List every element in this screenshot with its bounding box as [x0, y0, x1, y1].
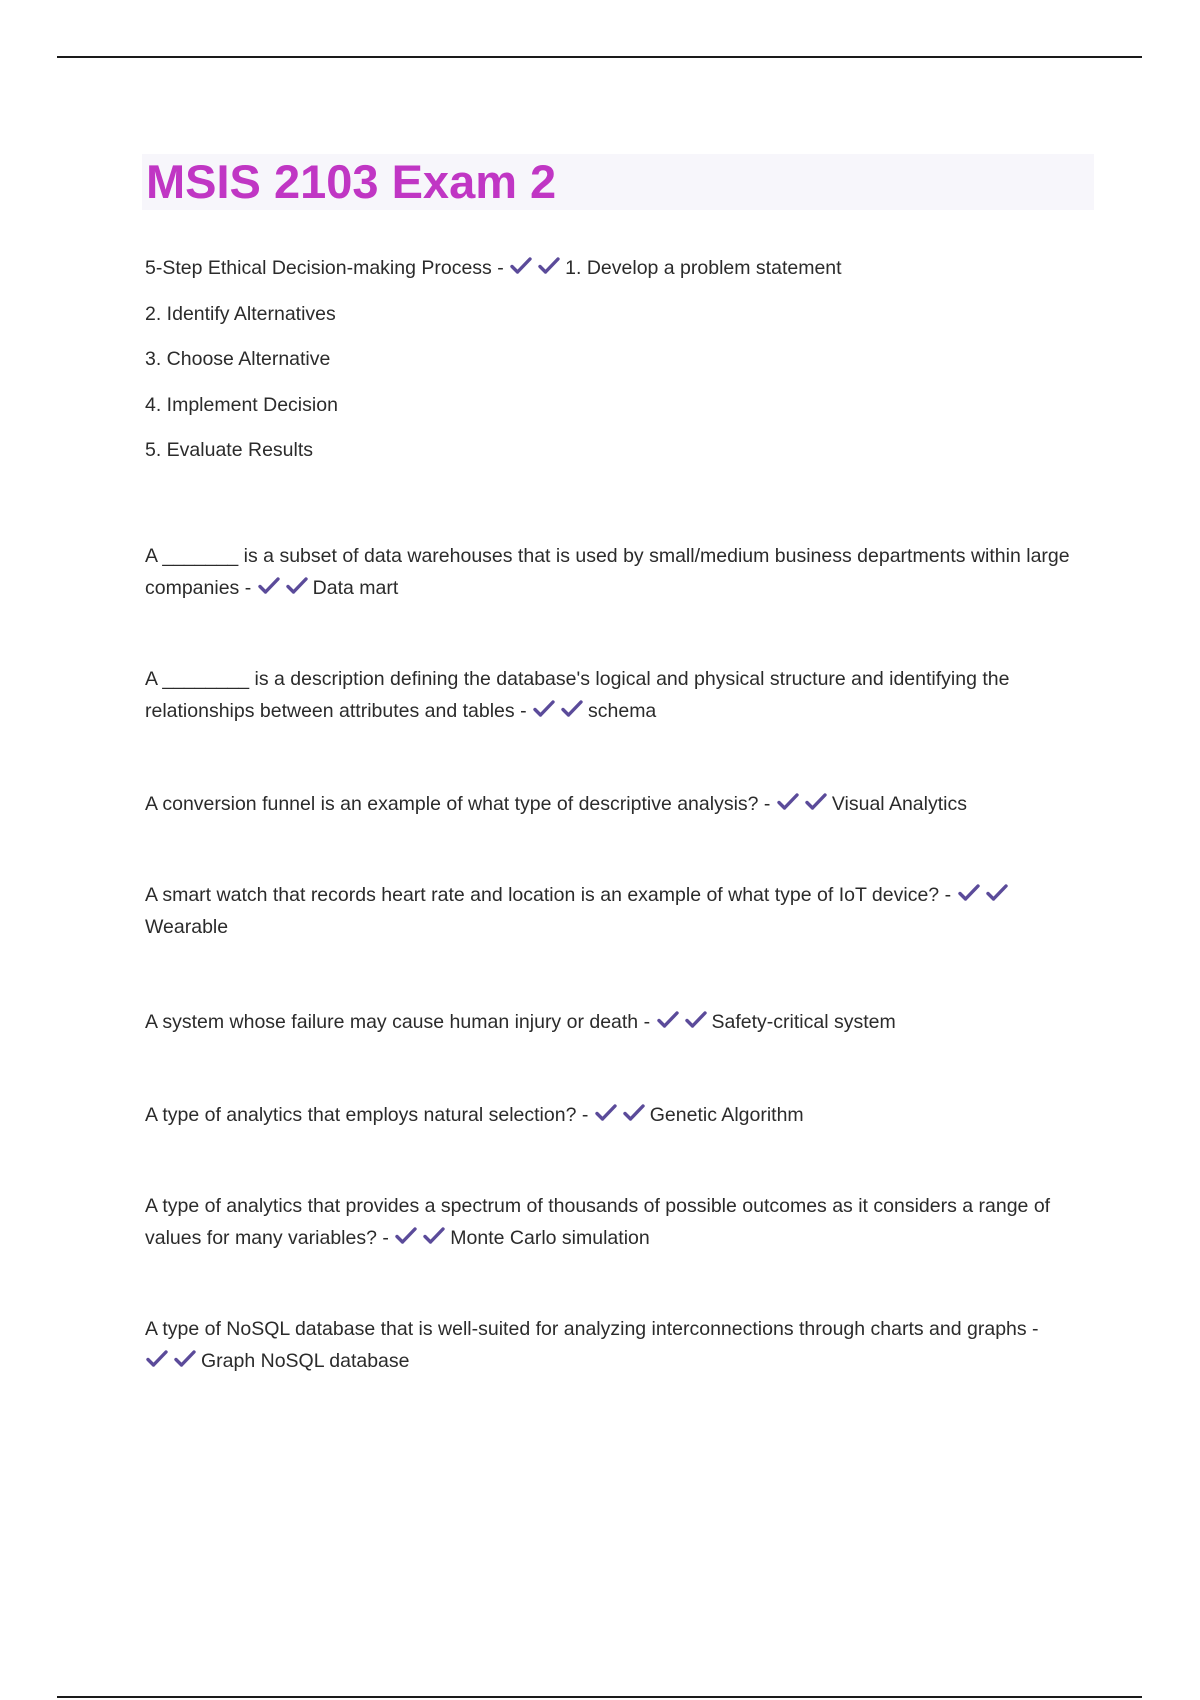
- check-icon: [776, 792, 800, 812]
- qa-question: A ________ is a description defining the database's logical and physical structure and identifying the relationships between attributes and tables: [145, 667, 1010, 722]
- qa-question: A type of analytics that provides a spectrum of thousands of possible outcomes as it considers a range of values for many variables?: [145, 1194, 1051, 1249]
- step-item: 2. Identify Alternatives: [145, 302, 336, 325]
- double-check-icon: [957, 884, 1013, 906]
- check-icon: [173, 1349, 197, 1369]
- double-check-icon: [257, 577, 313, 599]
- qa-answer: Genetic Algorithm: [649, 1103, 804, 1126]
- qa-item: [145, 1006, 1095, 1038]
- qa-item: [145, 1099, 1095, 1131]
- check-icon: [537, 256, 561, 276]
- steps-block: [145, 252, 1095, 480]
- title-banner: [142, 154, 1094, 210]
- separator: -: [491, 257, 510, 279]
- check-icon: [257, 576, 281, 596]
- double-check-icon: [594, 1104, 650, 1126]
- separator: -: [638, 1010, 656, 1033]
- qa-answer: Visual Analytics: [831, 792, 967, 815]
- separator: -: [514, 699, 532, 722]
- step-item: 4. Implement Decision: [145, 393, 338, 416]
- check-icon: [285, 576, 309, 596]
- double-check-icon: [656, 1011, 712, 1033]
- qa-answer: Graph NoSQL database: [201, 1349, 410, 1372]
- check-icon: [656, 1010, 680, 1030]
- qa-question: A type of analytics that employs natural selection?: [145, 1103, 577, 1126]
- double-check-icon: [145, 1350, 201, 1372]
- check-icon: [684, 1010, 708, 1030]
- separator: -: [1026, 1317, 1039, 1340]
- separator: -: [239, 576, 257, 599]
- qa-item: [145, 663, 1095, 727]
- document-title: MSIS 2103 Exam 2: [146, 155, 557, 208]
- qa-question: A _______ is a subset of data warehouses that is used by small/medium business departments within large companies: [145, 544, 1070, 599]
- qa-answer: Monte Carlo simulation: [450, 1226, 650, 1249]
- qa-question: A smart watch that records heart rate and location is an example of what type of IoT device?: [145, 883, 940, 906]
- check-icon: [594, 1103, 618, 1123]
- steps-question-line: [145, 252, 1095, 298]
- qa-question: A system whose failure may cause human injury or death: [145, 1010, 639, 1033]
- check-icon: [985, 883, 1009, 903]
- steps-question: 5-Step Ethical Decision-making Process: [145, 257, 492, 279]
- qa-answer: schema: [588, 699, 657, 722]
- check-icon: [145, 1349, 169, 1369]
- qa-answer: Safety-critical system: [711, 1010, 896, 1033]
- qa-question: A type of NoSQL database that is well-suited for analyzing interconnections through charts and graphs: [145, 1317, 1027, 1340]
- check-icon: [394, 1226, 418, 1246]
- check-icon: [804, 792, 828, 812]
- check-icon: [560, 699, 584, 719]
- top-rule: [57, 56, 1142, 58]
- check-icon: [532, 699, 556, 719]
- double-check-icon: [394, 1227, 450, 1249]
- qa-answer: Wearable: [145, 915, 229, 938]
- check-icon: [509, 256, 533, 276]
- separator: -: [758, 792, 776, 815]
- qa-item: [145, 1313, 1095, 1377]
- separator: -: [939, 883, 957, 906]
- bottom-rule: [57, 1696, 1142, 1698]
- check-icon: [957, 883, 981, 903]
- separator: -: [576, 1103, 594, 1126]
- qa-item: [145, 540, 1095, 604]
- separator: -: [376, 1226, 395, 1249]
- check-icon: [422, 1226, 446, 1246]
- steps-first-answer: 1. Develop a problem statement: [565, 257, 842, 279]
- qa-item: [145, 1190, 1095, 1254]
- qa-item: [145, 879, 1095, 943]
- qa-question: A conversion funnel is an example of what type of descriptive analysis?: [145, 792, 759, 815]
- step-item: 5. Evaluate Results: [145, 439, 314, 461]
- double-check-icon: [532, 700, 588, 722]
- double-check-icon: [776, 793, 832, 815]
- check-icon: [622, 1103, 646, 1123]
- document-body: [145, 252, 1095, 1377]
- double-check-icon: [509, 257, 565, 279]
- qa-item: [145, 788, 1095, 820]
- step-item: 3. Choose Alternative: [145, 348, 331, 370]
- qa-answer: Data mart: [312, 576, 399, 599]
